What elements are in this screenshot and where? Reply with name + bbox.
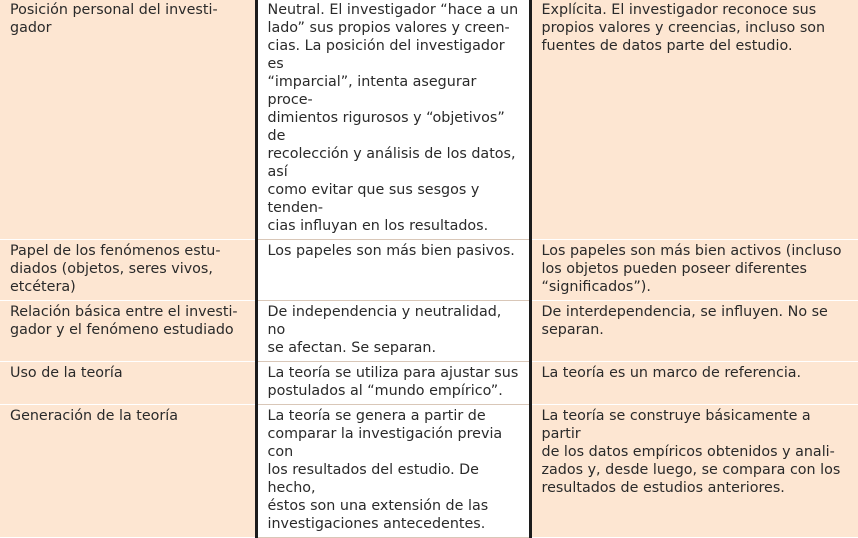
quantitative-cell: Los papeles son más bien pasivos. xyxy=(256,240,530,301)
aspect-cell: Papel de los fenómenos estu- diados (objetos, seres vivos, etcétera) xyxy=(0,240,256,301)
aspect-cell: Generación de la teoría xyxy=(0,405,256,538)
qualitative-cell: La teoría se construye básicamente a partir de los datos empíricos obtenidos y anali- zados y, desde luego, se compara con los resultados de estudios anteriores. xyxy=(530,405,858,538)
table-row xyxy=(0,301,858,362)
aspect-cell: Uso de la teoría xyxy=(0,362,256,405)
qualitative-cell: Explícita. El investigador reconoce sus propios valores y creencias, incluso son fuentes de datos parte del estudio. xyxy=(530,0,858,240)
quantitative-cell: Neutral. El investigador “hace a un lado” sus propios valores y creen- cias. La posición del investigador es “imparcial”, intenta asegurar proce- dimientos rigurosos y “objetivos” de recolección y análisis de los datos, así como evitar que sus sesgos y tenden- cias influyan en los resultados. xyxy=(256,0,530,240)
aspect-cell: Posición personal del investi- gador xyxy=(0,0,256,240)
qualitative-cell: De interdependencia, se influyen. No se separan. xyxy=(530,301,858,362)
table-row xyxy=(0,362,858,405)
table-row xyxy=(0,240,858,301)
qualitative-cell: La teoría es un marco de referencia. xyxy=(530,362,858,405)
quantitative-cell: De independencia y neutralidad, no se afectan. Se separan. xyxy=(256,301,530,362)
table-row xyxy=(0,0,858,240)
quantitative-cell: La teoría se utiliza para ajustar sus postulados al “mundo empírico”. xyxy=(256,362,530,405)
quantitative-cell: La teoría se genera a partir de comparar la investigación previa con los resultados del estudio. De hecho, éstos son una extensión de las investigaciones antecedentes. xyxy=(256,405,530,538)
aspect-cell: Relación básica entre el investi- gador y el fenómeno estudiado xyxy=(0,301,256,362)
table-row xyxy=(0,405,858,538)
qualitative-cell: Los papeles son más bien activos (incluso los objetos pueden poseer diferentes “significados”). xyxy=(530,240,858,301)
